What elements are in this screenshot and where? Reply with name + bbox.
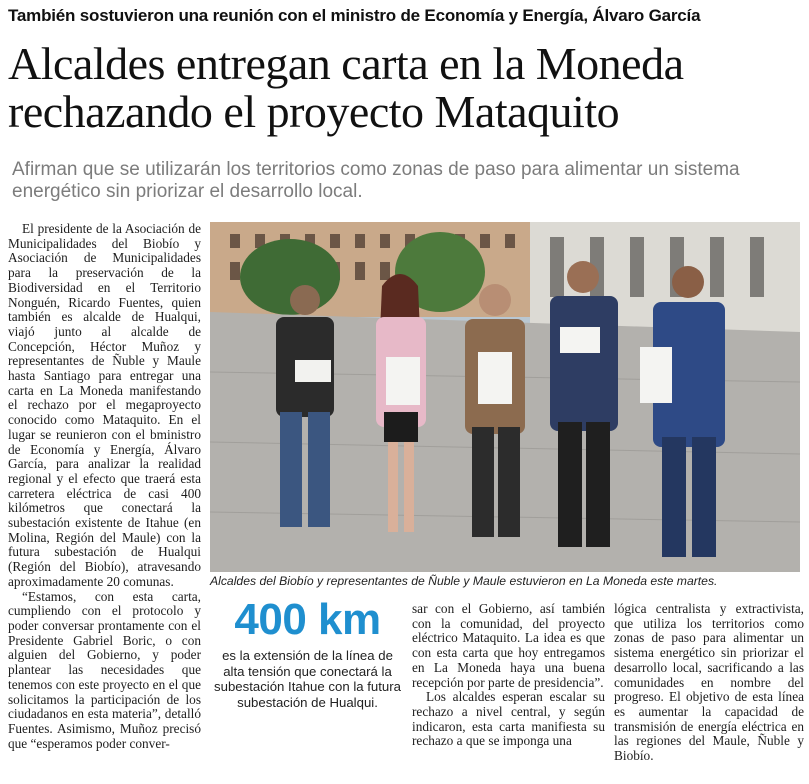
body-paragraph-4: Los alcaldes esperan escalar su rechazo a nivel central, y según indicaron, esta carta manifiesta su rechazo a que se imponga una [412,689,605,749]
headline-line-1: Alcaldes entregan carta en la Moneda [8,38,684,89]
body-column-4 [614,602,804,764]
factbox [210,596,405,781]
headline [8,40,803,136]
body-column-3 [412,602,605,749]
news-photo [210,222,800,572]
body-paragraph-5: lógica centralista y extractivista, que utiliza los territorios como zonas de paso para alimentar un sistema energético sin priorizar el desarrollo local, sacrificando a las comunidades en nombre del progreso. El objetivo de esta línea es aumentar la capacidad de transmisión de energía eléctrica en las regiones del Maule, Ñuble y Biobío. [614,601,804,764]
body-paragraph-2: “Estamos, con esta carta, cumpliendo con el protocolo y poder conversar prontamente con el Presidente Gabriel Boric, o con alguien del Gobierno, y poder plantear las necesidades que tenemos con este proyecto en el que solicitamos la participación de los ciudadanos en esta materia”, detalló Fuentes. Asimismo, Muñoz precisó que “esperamos poder conver- [8,588,201,751]
photo-caption: Alcaldes del Biobío y representantes de Ñuble y Maule estuvieron en La Moneda este martes. [210,574,718,588]
factbox-text: es la extensión de la línea de alta tensión que conectará la subestación Itahue con la futura subestación de Hualqui. [214,648,401,710]
factbox-number: 400 km [234,595,381,644]
body-paragraph-1: El presidente de la Asociación de Municipalidades del Biobío y Asociación de Municipalidades para la preservación de la Biodiversidad en el Territorio Nonguén, Ricardo Fuentes, quien también es alcalde de Hualqui, viajó junto al alcalde de Concepción, Héctor Muñoz y representantes de Ñuble y Maule hasta Santiago para entregar una carta en La Moneda manifestando el rechazo por el megaproyecto conocido como Mataquito. En el lugar se reunieron con el bministro de Economía y Energía, Álvaro García, para analizar la realidad regional y el efecto que traerá esta carretera eléctrica de casi 400 kilómetros que conectará la subestación existente de Itahue (en Molina, Región del Maule) con la futura subestación de Hualqui (Región del Biobío), atravesando aproximadamente 20 comunas. [8,221,201,589]
deck-line-2: energético sin priorizar el desarrollo local. [12,181,363,202]
kicker: También sostuvieron una reunión con el ministro de Economía y Energía, Álvaro García [8,6,701,25]
deck [12,159,802,203]
headline-line-2: rechazando el proyecto Mataquito [8,86,620,137]
body-column-1 [8,222,201,751]
body-paragraph-3: sar con el Gobierno, así también con la comunidad, del proyecto eléctrico Mataquito. La idea es que con esta carta que hoy entregamos en La Moneda haya una buena recepción por parte de presidencia”. [412,601,605,690]
deck-line-1: Afirman que se utilizarán los territorios como zonas de paso para alimentar un sistema [12,159,740,180]
